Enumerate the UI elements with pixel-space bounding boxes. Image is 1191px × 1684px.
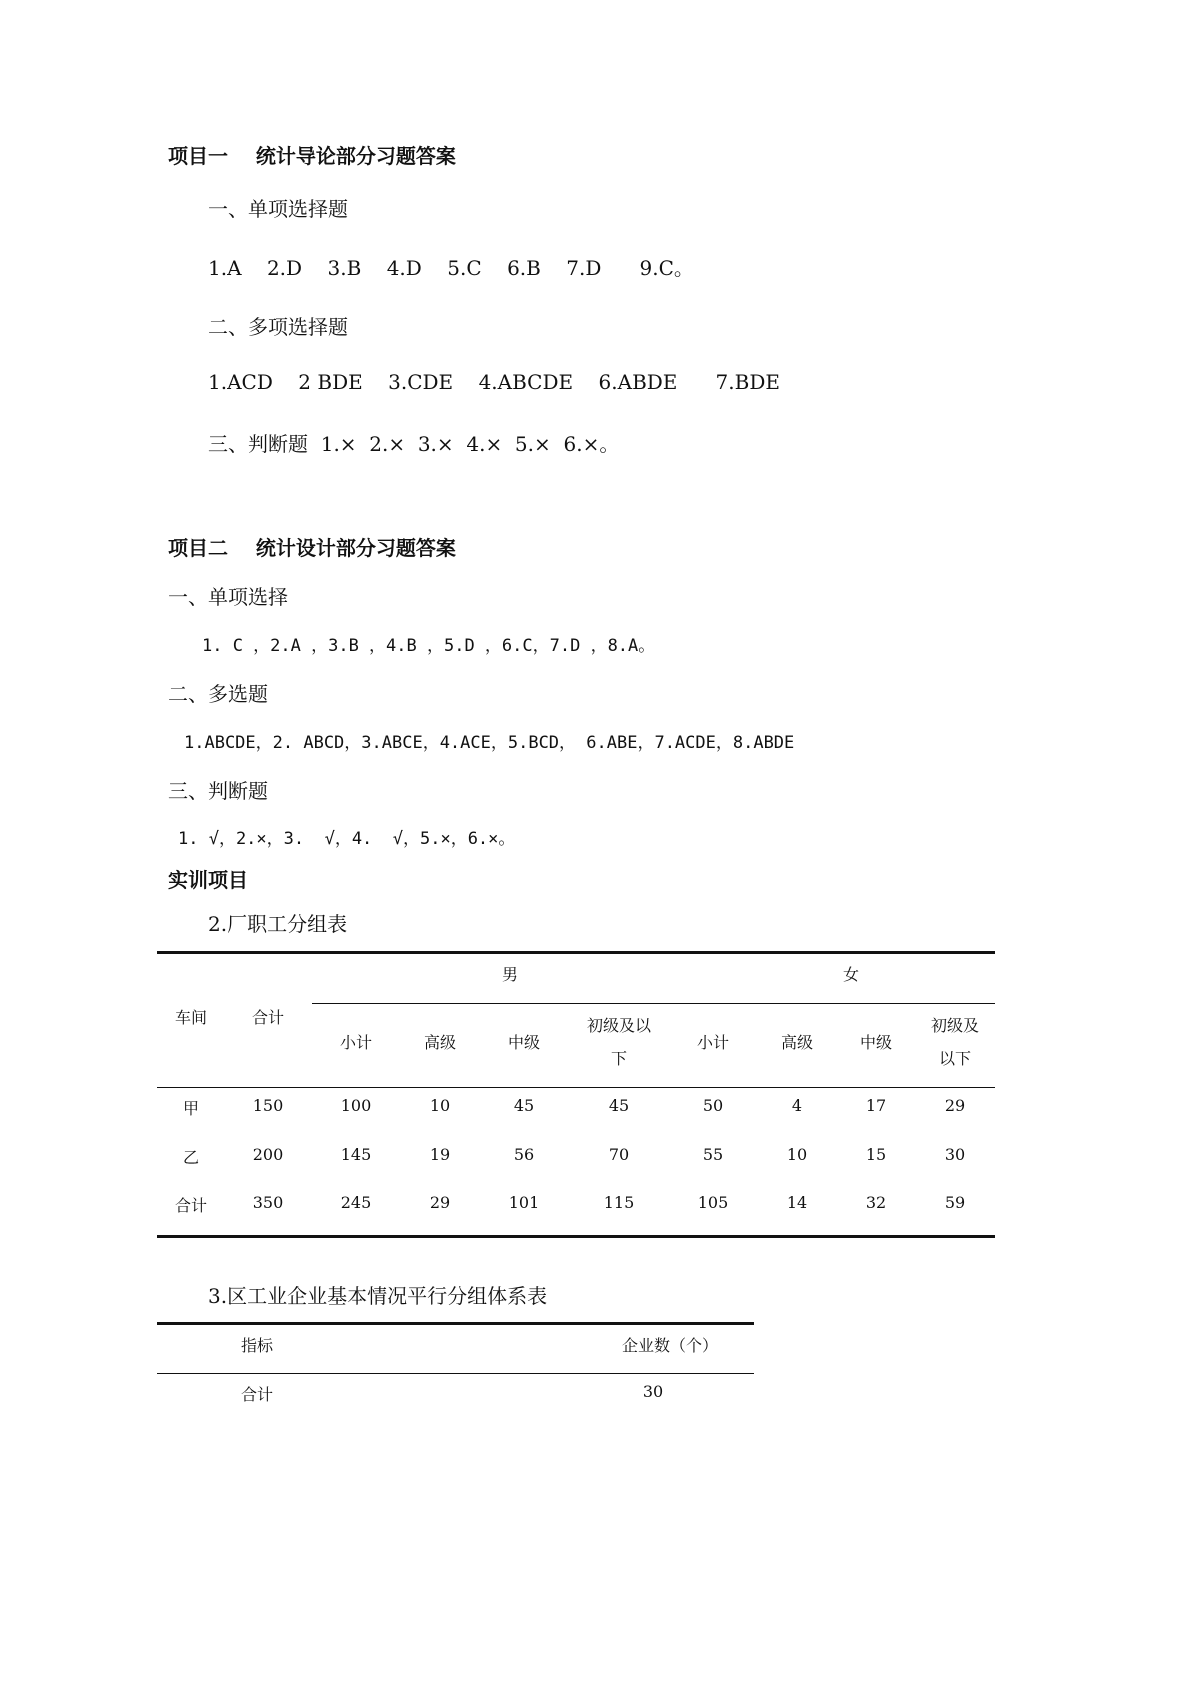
header-total: 合计 <box>251 1008 285 1027</box>
table-cell: 70 <box>608 1145 630 1164</box>
table-top-rule <box>157 951 995 954</box>
table-cell: 55 <box>702 1145 724 1164</box>
header-female: 女 <box>842 965 860 984</box>
section1-single-answers: 1.A 2.D 3.B 4.D 5.C 6.B 7.D 9.C。 <box>208 256 694 280</box>
section1-multi-heading: 二、多项选择题 <box>208 315 348 339</box>
table1-caption: 2.厂职工分组表 <box>208 912 348 936</box>
table-cell: 29 <box>429 1193 451 1212</box>
table-cell: 200 <box>252 1145 284 1164</box>
section1-multi-answers: 1.ACD 2 BDE 3.CDE 4.ABCDE 6.ABDE 7.BDE <box>208 370 780 394</box>
table-cell: 10 <box>786 1145 808 1164</box>
table-cell: 甲 <box>182 1099 200 1118</box>
table-bottom-rule <box>157 1235 995 1238</box>
table2-top-rule <box>157 1322 754 1325</box>
table-cell: 14 <box>786 1193 808 1212</box>
table-cell: 145 <box>340 1145 372 1164</box>
header-workshop: 车间 <box>174 1008 208 1027</box>
header-female-senior: 高级 <box>780 1033 814 1052</box>
header-male: 男 <box>501 965 519 984</box>
section2-single-answers: 1. C ，2.A ，3.B ，4.B ，5.D ，6.C，7.D ，8.A。 <box>202 636 656 656</box>
header-female-subtotal: 小计 <box>696 1033 730 1052</box>
table-cell: 29 <box>944 1096 966 1115</box>
table-cell: 乙 <box>182 1148 200 1167</box>
table-cell: 245 <box>340 1193 372 1212</box>
table-cell: 101 <box>508 1193 540 1212</box>
table2-header-rule <box>157 1373 754 1374</box>
table-cell: 350 <box>252 1193 284 1212</box>
table-cell: 100 <box>340 1096 372 1115</box>
table-cell: 32 <box>865 1193 887 1212</box>
table2-header-count: 企业数（个） <box>621 1336 719 1355</box>
table-cell: 10 <box>429 1096 451 1115</box>
header-male-junior-line2: 下 <box>610 1049 628 1068</box>
table-cell: 105 <box>697 1193 729 1212</box>
header-male-middle: 中级 <box>507 1033 541 1052</box>
section2-single-heading: 一、单项选择 <box>168 585 288 609</box>
table-cell: 4 <box>791 1096 803 1115</box>
section2-judge-heading: 三、判断题 <box>168 779 268 803</box>
section1-title: 项目一 统计导论部分习题答案 <box>168 144 456 168</box>
table-cell: 17 <box>865 1096 887 1115</box>
section2-multi-heading: 二、多选题 <box>168 682 268 706</box>
section1-single-heading: 一、单项选择题 <box>208 197 348 221</box>
table-cell: 115 <box>603 1193 635 1212</box>
table-cell: 19 <box>429 1145 451 1164</box>
header-male-subtotal: 小计 <box>339 1033 373 1052</box>
table-cell: 15 <box>865 1145 887 1164</box>
table-cell: 45 <box>608 1096 630 1115</box>
header-female-junior-line2: 以下 <box>938 1049 972 1068</box>
table2-row-label: 合计 <box>240 1385 274 1404</box>
header-male-senior: 高级 <box>423 1033 457 1052</box>
table2-row-value: 30 <box>642 1382 664 1401</box>
section2-title: 项目二 统计设计部分习题答案 <box>168 536 456 560</box>
table-cell: 合计 <box>174 1196 208 1215</box>
table-cell: 56 <box>513 1145 535 1164</box>
header-female-junior-line1: 初级及 <box>930 1016 980 1035</box>
section1-judge-line: 三、判断题 1.× 2.× 3.× 4.× 5.× 6.×。 <box>208 432 620 456</box>
table2-caption: 3.区工业企业基本情况平行分组体系表 <box>208 1284 548 1308</box>
table-cell: 50 <box>702 1096 724 1115</box>
table-header-rule <box>157 1087 995 1088</box>
table2-header-indicator: 指标 <box>240 1336 274 1355</box>
table-cell: 30 <box>944 1145 966 1164</box>
table-cell: 45 <box>513 1096 535 1115</box>
header-male-junior-line1: 初级及以 <box>586 1016 652 1035</box>
table-cell: 150 <box>252 1096 284 1115</box>
table-group-rule <box>312 1003 995 1004</box>
section2-judge-answers: 1. √，2.×，3. √，4. √，5.×，6.×。 <box>178 829 516 849</box>
header-female-middle: 中级 <box>859 1033 893 1052</box>
section2-multi-answers: 1.ABCDE，2. ABCD，3.ABCE，4.ACE，5.BCD， 6.ABE，7.ACDE，8.ABDE <box>184 733 795 753</box>
training-title: 实训项目 <box>168 868 248 892</box>
table-cell: 59 <box>944 1193 966 1212</box>
